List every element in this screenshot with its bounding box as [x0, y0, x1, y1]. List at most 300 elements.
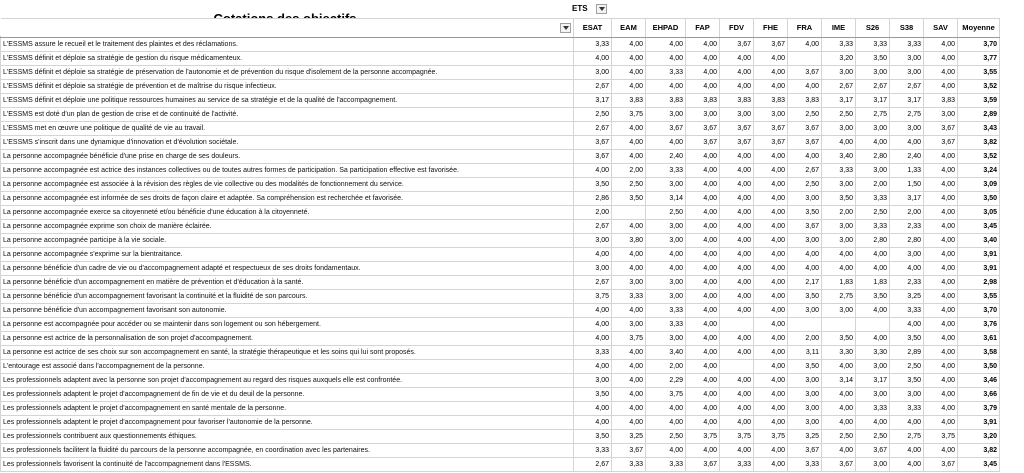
- value-cell: 3,67: [788, 122, 822, 136]
- chevron-down-icon: [563, 26, 569, 30]
- value-cell: 2,50: [856, 206, 890, 220]
- table-row: [1, 150, 1000, 164]
- value-cell: 3,67: [788, 136, 822, 150]
- average-cell: 3,59: [958, 94, 1000, 108]
- value-cell: 4,00: [720, 234, 754, 248]
- value-cell: 3,00: [856, 360, 890, 374]
- value-cell: 4,00: [686, 276, 720, 290]
- value-cell: 4,00: [788, 150, 822, 164]
- value-cell: 4,00: [612, 38, 646, 52]
- value-cell: 3,00: [754, 108, 788, 122]
- value-cell: 3,67: [720, 38, 754, 52]
- value-cell: 3,33: [612, 290, 646, 304]
- value-cell: 4,00: [924, 66, 958, 80]
- row-label: La personne bénéficie d'un cadre de vie ou d'accompagnement adapté et respectueux de ses droits fondamentaux.: [1, 262, 574, 276]
- value-cell: 3,50: [788, 290, 822, 304]
- row-label: La personne accompagnée est actrice des instances collectives ou de toutes autres formes de participation. Sa participation effective est favorisée.: [1, 164, 574, 178]
- value-cell: 2,50: [612, 178, 646, 192]
- value-cell: 3,67: [754, 136, 788, 150]
- value-cell: 3,50: [574, 430, 612, 444]
- value-cell: 4,00: [574, 304, 612, 318]
- value-cell: 4,00: [924, 346, 958, 360]
- average-cell: 3,76: [958, 318, 1000, 332]
- average-cell: 3,05: [958, 206, 1000, 220]
- table-row: [1, 220, 1000, 234]
- value-cell: 4,00: [720, 416, 754, 430]
- value-cell: 4,00: [754, 220, 788, 234]
- value-cell: 4,00: [646, 136, 686, 150]
- value-cell: 3,33: [646, 164, 686, 178]
- value-cell: 4,00: [612, 52, 646, 66]
- value-cell: 3,00: [890, 388, 924, 402]
- value-cell: 4,00: [686, 66, 720, 80]
- value-cell: 2,00: [856, 178, 890, 192]
- value-cell: [720, 360, 754, 374]
- value-cell: 3,00: [788, 402, 822, 416]
- value-cell: 4,00: [686, 178, 720, 192]
- value-cell: 4,00: [754, 318, 788, 332]
- row-label: Les professionnels facilitent la fluidité du parcours de la personne accompagnée, en coordination avec les partenaires.: [1, 444, 574, 458]
- column-header: FAP: [686, 19, 720, 38]
- value-cell: 3,17: [856, 374, 890, 388]
- value-cell: 4,00: [612, 346, 646, 360]
- value-cell: 4,00: [686, 206, 720, 220]
- value-cell: 3,67: [646, 122, 686, 136]
- average-cell: 3,55: [958, 66, 1000, 80]
- value-cell: [856, 318, 890, 332]
- value-cell: 4,00: [686, 444, 720, 458]
- value-cell: 3,50: [574, 388, 612, 402]
- value-cell: 4,00: [856, 416, 890, 430]
- value-cell: 3,25: [890, 290, 924, 304]
- value-cell: 3,83: [612, 94, 646, 108]
- average-cell: 3,46: [958, 374, 1000, 388]
- table-row: [1, 444, 1000, 458]
- column-header: FDV: [720, 19, 754, 38]
- value-cell: 2,67: [788, 164, 822, 178]
- value-cell: 2,29: [646, 374, 686, 388]
- value-cell: 4,00: [924, 276, 958, 290]
- average-cell: 3,09: [958, 178, 1000, 192]
- average-cell: 3,40: [958, 234, 1000, 248]
- value-cell: 4,00: [686, 164, 720, 178]
- row-label: Les professionnels adaptent avec la personne son projet d'accompagnement au regard des risques auxquels elle est confrontée.: [1, 374, 574, 388]
- data-table: [0, 18, 1000, 472]
- value-cell: 4,00: [754, 164, 788, 178]
- value-cell: 3,00: [646, 290, 686, 304]
- value-cell: 3,83: [686, 94, 720, 108]
- value-cell: 3,67: [574, 150, 612, 164]
- value-cell: 3,75: [612, 332, 646, 346]
- average-cell: 3,43: [958, 122, 1000, 136]
- value-cell: 3,67: [720, 136, 754, 150]
- value-cell: 4,00: [924, 234, 958, 248]
- average-cell: 3,79: [958, 402, 1000, 416]
- value-cell: 3,50: [574, 178, 612, 192]
- value-cell: 2,67: [574, 220, 612, 234]
- value-cell: 4,00: [924, 80, 958, 94]
- value-cell: 3,00: [822, 234, 856, 248]
- value-cell: 3,33: [646, 458, 686, 472]
- value-cell: 3,17: [890, 192, 924, 206]
- value-cell: 3,30: [822, 346, 856, 360]
- value-cell: 3,50: [890, 374, 924, 388]
- average-cell: 3,55: [958, 290, 1000, 304]
- value-cell: 4,00: [924, 52, 958, 66]
- value-cell: 3,00: [856, 122, 890, 136]
- value-cell: 3,00: [822, 304, 856, 318]
- value-cell: 4,00: [924, 304, 958, 318]
- value-cell: 3,00: [822, 178, 856, 192]
- value-cell: 4,00: [646, 80, 686, 94]
- value-cell: 3,33: [856, 220, 890, 234]
- value-cell: 4,00: [686, 220, 720, 234]
- value-cell: 4,00: [754, 360, 788, 374]
- row-label: Les professionnels contribuent aux questionnements éthiques.: [1, 430, 574, 444]
- value-cell: 3,50: [856, 52, 890, 66]
- value-cell: 4,00: [890, 136, 924, 150]
- row-label: La personne accompagnée exprime son choix de manière éclairée.: [1, 220, 574, 234]
- value-cell: 4,00: [788, 262, 822, 276]
- average-cell: 3,58: [958, 346, 1000, 360]
- value-cell: 3,00: [646, 332, 686, 346]
- value-cell: 3,33: [574, 346, 612, 360]
- value-cell: 3,00: [646, 234, 686, 248]
- row-label: L'ESSMS met en œuvre une politique de qualité de vie au travail.: [1, 122, 574, 136]
- value-cell: 4,00: [612, 66, 646, 80]
- value-cell: 4,00: [856, 304, 890, 318]
- value-cell: 4,00: [754, 178, 788, 192]
- value-cell: 3,33: [720, 458, 754, 472]
- value-cell: 4,00: [612, 304, 646, 318]
- value-cell: 4,00: [720, 290, 754, 304]
- value-cell: 4,00: [924, 220, 958, 234]
- value-cell: 4,00: [924, 38, 958, 52]
- value-cell: 4,00: [574, 248, 612, 262]
- average-cell: 3,91: [958, 248, 1000, 262]
- value-cell: 2,17: [788, 276, 822, 290]
- average-cell: 3,70: [958, 38, 1000, 52]
- value-cell: 4,00: [720, 192, 754, 206]
- value-cell: 3,83: [924, 94, 958, 108]
- value-cell: 4,00: [788, 248, 822, 262]
- table-row: [1, 346, 1000, 360]
- value-cell: 2,89: [890, 346, 924, 360]
- value-cell: 1,83: [856, 276, 890, 290]
- value-cell: 3,00: [822, 220, 856, 234]
- value-cell: 3,00: [856, 388, 890, 402]
- value-cell: 3,17: [856, 94, 890, 108]
- column-header: EHPAD: [646, 19, 686, 38]
- value-cell: 4,00: [924, 206, 958, 220]
- value-cell: 4,00: [754, 206, 788, 220]
- table-row: [1, 318, 1000, 332]
- table-row: [1, 304, 1000, 318]
- value-cell: 3,67: [788, 220, 822, 234]
- value-cell: 3,00: [856, 164, 890, 178]
- value-cell: 3,50: [822, 192, 856, 206]
- value-cell: 4,00: [686, 290, 720, 304]
- table-row: [1, 262, 1000, 276]
- value-cell: 3,67: [924, 122, 958, 136]
- value-cell: 4,00: [788, 80, 822, 94]
- value-cell: 4,00: [612, 402, 646, 416]
- value-cell: 4,00: [856, 248, 890, 262]
- table-row: [1, 164, 1000, 178]
- value-cell: 3,00: [686, 108, 720, 122]
- value-cell: 3,40: [822, 150, 856, 164]
- value-cell: 3,75: [574, 290, 612, 304]
- value-cell: 2,50: [788, 108, 822, 122]
- value-cell: 3,00: [574, 374, 612, 388]
- value-cell: 3,00: [788, 304, 822, 318]
- ets-filter-dropdown-button[interactable]: [596, 4, 607, 14]
- value-cell: 1,50: [890, 178, 924, 192]
- row-label: La personne accompagnée est associée à la révision des règles de vie collective ou des modalités de fonctionnement du service.: [1, 178, 574, 192]
- value-cell: 4,00: [686, 234, 720, 248]
- value-cell: 4,00: [686, 262, 720, 276]
- table-row: [1, 276, 1000, 290]
- average-cell: 2,89: [958, 108, 1000, 122]
- value-cell: 3,00: [574, 66, 612, 80]
- value-cell: 2,50: [856, 430, 890, 444]
- table-row: [1, 80, 1000, 94]
- value-cell: 4,00: [646, 402, 686, 416]
- value-cell: 3,33: [890, 402, 924, 416]
- row-label: Les professionnels adaptent le projet d'accompagnement de fin de vie et du deuil de la personne.: [1, 388, 574, 402]
- value-cell: 4,00: [924, 332, 958, 346]
- table-row: [1, 206, 1000, 220]
- value-cell: 4,00: [754, 416, 788, 430]
- row-label: La personne accompagnée bénéficie d'une prise en charge de ses douleurs.: [1, 150, 574, 164]
- column-header: ESAT: [574, 19, 612, 38]
- value-cell: 2,50: [822, 108, 856, 122]
- value-cell: 4,00: [612, 388, 646, 402]
- value-cell: 2,75: [890, 108, 924, 122]
- value-cell: 4,00: [686, 402, 720, 416]
- value-cell: 4,00: [612, 374, 646, 388]
- value-cell: 4,00: [924, 444, 958, 458]
- value-cell: 4,00: [686, 192, 720, 206]
- value-cell: [720, 318, 754, 332]
- value-cell: 4,00: [612, 220, 646, 234]
- value-cell: 4,00: [890, 444, 924, 458]
- value-cell: 4,00: [788, 38, 822, 52]
- value-cell: 3,00: [890, 122, 924, 136]
- row-label: La personne bénéficie d'un accompagnement favorisant son autonomie.: [1, 304, 574, 318]
- value-cell: 2,67: [574, 122, 612, 136]
- value-cell: 4,00: [646, 52, 686, 66]
- table-row: [1, 122, 1000, 136]
- value-cell: 3,80: [612, 234, 646, 248]
- average-cell: 3,61: [958, 332, 1000, 346]
- value-cell: 3,33: [856, 192, 890, 206]
- value-cell: 3,67: [754, 38, 788, 52]
- value-cell: 3,67: [686, 458, 720, 472]
- value-cell: 4,00: [720, 388, 754, 402]
- value-cell: 4,00: [646, 262, 686, 276]
- value-cell: 3,83: [646, 94, 686, 108]
- value-cell: 4,00: [646, 38, 686, 52]
- value-cell: 3,67: [924, 458, 958, 472]
- row-label-filter-button[interactable]: [560, 23, 571, 33]
- value-cell: 3,17: [822, 94, 856, 108]
- value-cell: 2,67: [574, 458, 612, 472]
- value-cell: 4,00: [612, 360, 646, 374]
- average-cell: 3,52: [958, 80, 1000, 94]
- average-cell: 3,91: [958, 416, 1000, 430]
- value-cell: 3,00: [822, 122, 856, 136]
- value-cell: 4,00: [822, 360, 856, 374]
- value-cell: 4,00: [754, 248, 788, 262]
- row-label: La personne accompagnée s'exprime sur la bientraitance.: [1, 248, 574, 262]
- value-cell: 4,00: [890, 318, 924, 332]
- value-cell: 3,50: [788, 360, 822, 374]
- value-cell: 4,00: [686, 150, 720, 164]
- value-cell: 3,33: [890, 38, 924, 52]
- value-cell: 3,33: [646, 66, 686, 80]
- value-cell: 4,00: [890, 458, 924, 472]
- value-cell: 2,75: [890, 430, 924, 444]
- value-cell: [788, 52, 822, 66]
- table-row: [1, 290, 1000, 304]
- value-cell: 3,00: [856, 66, 890, 80]
- value-cell: 4,00: [686, 388, 720, 402]
- value-cell: 4,00: [720, 80, 754, 94]
- table-row: [1, 52, 1000, 66]
- value-cell: 4,00: [720, 402, 754, 416]
- value-cell: 4,00: [646, 248, 686, 262]
- value-cell: 3,25: [788, 430, 822, 444]
- row-label: L'ESSMS s'inscrit dans une dynamique d'innovation et d'évolution sociétale.: [1, 136, 574, 150]
- value-cell: 4,00: [720, 276, 754, 290]
- value-cell: 4,00: [612, 150, 646, 164]
- value-cell: 3,00: [788, 374, 822, 388]
- value-cell: 2,50: [890, 360, 924, 374]
- value-cell: 4,00: [720, 346, 754, 360]
- value-cell: 4,00: [686, 318, 720, 332]
- value-cell: 3,67: [788, 66, 822, 80]
- value-cell: 4,00: [822, 416, 856, 430]
- value-cell: 4,00: [822, 136, 856, 150]
- value-cell: 2,00: [646, 360, 686, 374]
- row-label: La personne est actrice de la personnalisation de son projet d'accompagnement.: [1, 332, 574, 346]
- value-cell: 4,00: [720, 248, 754, 262]
- value-cell: 4,00: [720, 304, 754, 318]
- row-label: Les professionnels adaptent le projet d'accompagnement pour favoriser l'autonomie de la personne.: [1, 416, 574, 430]
- value-cell: 4,00: [612, 416, 646, 430]
- value-cell: 4,00: [754, 276, 788, 290]
- value-cell: 3,11: [788, 346, 822, 360]
- value-cell: 4,00: [720, 332, 754, 346]
- average-cell: 3,24: [958, 164, 1000, 178]
- row-label: La personne accompagnée exerce sa citoyenneté et/ou bénéficie d'une éducation à la citoyenneté.: [1, 206, 574, 220]
- value-cell: 2,40: [890, 150, 924, 164]
- chevron-down-icon: [599, 7, 605, 11]
- value-cell: 3,50: [822, 332, 856, 346]
- value-cell: 3,00: [822, 66, 856, 80]
- average-cell: 3,50: [958, 360, 1000, 374]
- value-cell: 4,00: [822, 402, 856, 416]
- value-cell: 4,00: [924, 360, 958, 374]
- value-cell: 3,75: [612, 108, 646, 122]
- value-cell: 4,00: [754, 346, 788, 360]
- value-cell: 4,00: [686, 304, 720, 318]
- value-cell: 3,33: [890, 304, 924, 318]
- value-cell: 4,00: [924, 416, 958, 430]
- row-label: La personne accompagnée participe à la vie sociale.: [1, 234, 574, 248]
- row-label: La personne accompagnée est informée de ses droits de façon claire et adaptée. Sa compréhension est recherchée et favorisée.: [1, 192, 574, 206]
- value-cell: 3,00: [646, 220, 686, 234]
- value-cell: 3,50: [890, 332, 924, 346]
- value-cell: 3,00: [720, 108, 754, 122]
- value-cell: 3,17: [890, 94, 924, 108]
- value-cell: 1,83: [822, 276, 856, 290]
- value-cell: 4,00: [754, 458, 788, 472]
- value-cell: 4,00: [924, 262, 958, 276]
- average-cell: 3,45: [958, 458, 1000, 472]
- value-cell: 4,00: [686, 52, 720, 66]
- value-cell: 3,20: [822, 52, 856, 66]
- value-cell: 2,50: [788, 178, 822, 192]
- value-cell: 3,33: [822, 38, 856, 52]
- value-cell: 2,00: [890, 206, 924, 220]
- value-cell: 4,00: [856, 262, 890, 276]
- table-row: [1, 402, 1000, 416]
- column-header: FHE: [754, 19, 788, 38]
- value-cell: 4,00: [754, 80, 788, 94]
- value-cell: 3,67: [720, 122, 754, 136]
- value-cell: 3,75: [646, 388, 686, 402]
- value-cell: 4,00: [612, 136, 646, 150]
- value-cell: 3,50: [856, 290, 890, 304]
- table-row: [1, 416, 1000, 430]
- value-cell: 3,67: [754, 122, 788, 136]
- row-label: Les professionnels favorisent la continuité de l'accompagnement dans l'ESSMS.: [1, 458, 574, 472]
- value-cell: 4,00: [574, 416, 612, 430]
- value-cell: 4,00: [612, 262, 646, 276]
- value-cell: 2,67: [822, 80, 856, 94]
- value-cell: 3,83: [720, 94, 754, 108]
- value-cell: 4,00: [924, 248, 958, 262]
- average-cell: 3,50: [958, 192, 1000, 206]
- value-cell: 4,00: [574, 360, 612, 374]
- ets-filter-label: ETS: [572, 3, 588, 13]
- row-label: L'ESSMS définit et déploie sa stratégie de gestion du risque médicamenteux.: [1, 52, 574, 66]
- value-cell: 4,00: [924, 150, 958, 164]
- value-cell: 3,67: [924, 136, 958, 150]
- value-cell: 4,00: [720, 150, 754, 164]
- value-cell: 4,00: [720, 164, 754, 178]
- value-cell: 4,00: [924, 290, 958, 304]
- average-cell: 3,77: [958, 52, 1000, 66]
- value-cell: 4,00: [924, 374, 958, 388]
- value-cell: 3,30: [856, 346, 890, 360]
- row-label: L'ESSMS assure le recueil et le traitement des plaintes et des réclamations.: [1, 38, 574, 52]
- average-cell: 3,82: [958, 136, 1000, 150]
- value-cell: 4,00: [754, 290, 788, 304]
- value-cell: 4,00: [822, 444, 856, 458]
- value-cell: 4,00: [822, 388, 856, 402]
- value-cell: 4,00: [720, 206, 754, 220]
- value-cell: 2,67: [856, 80, 890, 94]
- value-cell: 4,00: [890, 262, 924, 276]
- column-header: EAM: [612, 19, 646, 38]
- value-cell: 2,00: [574, 206, 612, 220]
- value-cell: 4,00: [686, 38, 720, 52]
- row-label: L'ESSMS définit et déploie sa stratégie de préservation de l'autonomie et de prévention du risque d'isolement de la personne accompagnée.: [1, 66, 574, 80]
- value-cell: 3,00: [890, 52, 924, 66]
